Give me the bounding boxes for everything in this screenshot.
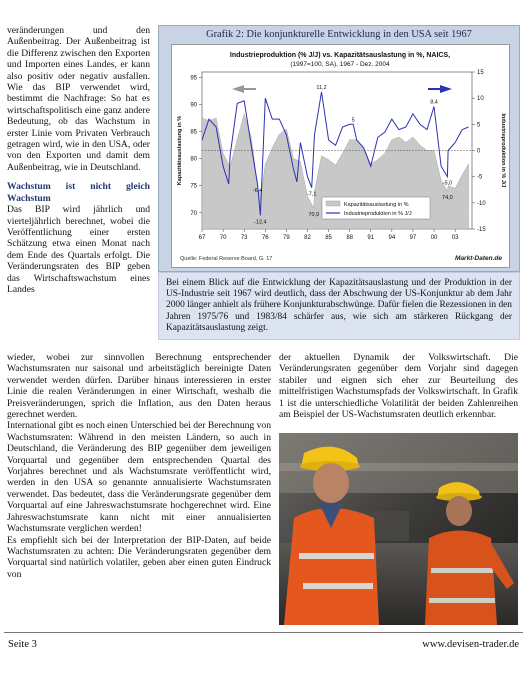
y-right-tick-label: 5 [477,122,481,129]
paragraph-wachstumsraten: International gibt es noch einen Unterschied bei der Berechnung von Wachstumsraten: Während in den meisten Ländern, so auch in Deutschland, die Veränderung des BIP gegenüber dem jeweiligen Vorquartal und gegenüber dem entsprechenden Quartal des Vorjahres berechnet und als Wachstumsrate veröffentlicht wird, werden in den USA so genannte annualisierte Wachstumsraten verwendet. Das bedeutet, dass die Veränderungsrate gegenüber dem Vorquartal auf eine Jahreswachstumsrate hochgerechnet wird. Eine Jahreswachstumsrate kann nicht mit einer annualisierten Wachstumsrate verglichen werden! [7,420,272,535]
paragraph-bip-berechnung: Das BIP wird jährlich und vierteljährlich berechnet, wobei die Veröffentlichung einer ersten Schätzung etwa einen Monat nach dem Ende des Quartals erfolgt. Die Veränderungsraten des BIP geben das Wirtschaftswachstum eines Landes [7,204,150,295]
chart-brand: Markt-Daten.de [455,255,502,262]
x-tick-label: 70 [219,235,227,241]
chart-annotation: 70,9 [308,211,320,218]
chart-description: Bei einem Blick auf die Entwicklung der Kapazitätsauslastung und der Produktion in der US-Industrie seit 1967 wird deutlich, dass der Abschwung der US-Konjunktur ab dem Jahr 2000 länger anhielt als frühere Konjunkturabschwünge. Dafür fielen die Rezessionen in den Jahren 1975/76 und 1983/84 schärfer aus, wie sich am stärkeren Rückgang der Kapazitätsauslastung zeigt. [166,278,512,333]
legend-label-production: Industrieproduktion in % J/J [344,211,412,217]
y-left-tick-label: 75 [190,183,197,190]
x-tick-label: 88 [346,235,353,241]
column-left [7,25,150,295]
chart-title-line1: Industrieproduktion (% J/J) vs. Kapazitätsauslastung in %, NAICS, [229,52,451,59]
chart-annotation: -12,4 [254,219,267,226]
chart-caption: Grafik 2: Die konjunkturelle Entwicklung in den USA seit 1967 [206,29,472,40]
x-tick-label: 85 [325,235,332,241]
y-right-tick-label: 15 [477,70,484,76]
y-right-axis-title: Industrieproduktion in % J/J [500,113,506,188]
page-number: Seite 3 [8,639,37,650]
section-heading: Wachstum ist nicht gleich Wachstum [7,181,150,204]
x-tick-label: 91 [367,235,375,241]
x-tick-label: 94 [388,235,396,241]
column-right [279,352,518,420]
chart-annotation: 74,0 [442,195,453,202]
x-tick-label: 82 [304,235,311,241]
footer-website: www.devisen-trader.de [422,639,519,650]
y-right-tick-label: 0 [477,148,481,155]
paragraph-aussenbeitrag: veränderungen und den Außenbeitrag. Der Außenbeitrag ist die Differenz zwischen den Exporten und Importen eines Landes, er kann also positiv oder negativ ausfallen. Wie das BIP verwendet wird, bestimmt die Nachfrage: So hat es wirtschaftspolitisch eine ganz andere Bedeutung, ob das Wachstum in erster Linie vom Privaten Verbrauch getragen wird, wie in den USA, oder von den Exporten und damit dem Außenbeitrag, wie in Deutschland. [7,25,150,173]
x-tick-label: 03 [451,235,459,241]
y-right-tick-label: -5 [477,174,483,181]
x-tick-label: 76 [261,235,269,241]
chart-annotation: -6,4 [252,187,263,194]
chart-source: Quelle: Federal Reserve Board, G. 17 [180,256,273,262]
text-wide [7,352,271,580]
chart-title-line2: (1997=100, SA), 1967 - Dez. 2004 [290,61,390,68]
y-right-tick-label: -10 [477,200,486,207]
workers-photo [279,433,518,625]
x-tick-label: 00 [430,235,438,241]
x-tick-label: 67 [198,235,206,241]
chart-panel [171,44,510,268]
y-right-tick-label: 10 [477,96,484,103]
paragraph-dynamik: der aktuellen Dynamik der Volkswirtschaft. Die Veränderungsraten gegenüber dem Vorjahr sind dagegen stabiler und eignen sich eher zur Beurteilung des mittelfristigen Wachstumspfads der Volkswirtschaft. In Grafik 1 ist die unterschiedliche Volatilität der beiden Zahlenreihen am Beispiel der US-Wachstumsraten deutlich erkennbar. [279,352,518,421]
x-tick-label: 73 [240,235,248,241]
x-tick-label: 79 [283,235,290,241]
y-left-tick-label: 70 [190,210,197,217]
chart-annotation: 8,4 [430,99,438,106]
y-left-tick-label: 90 [190,102,197,109]
legend-label-capacity: Kapazitätsauslastung in % [344,202,409,208]
workers-photo-image [279,433,518,625]
paragraph-interpretation: Es empfiehlt sich bei der Interpretation der BIP-Daten, auf beide Wachstumsraten zu achten: Die Veränderungsraten gegenüber dem Vorquartal sind natürlich volatiler, geben aber einen guten Eindruck von [7,534,271,580]
legend-swatch-capacity [326,201,340,206]
x-tick-label: 97 [409,235,417,241]
footer-divider [4,632,523,633]
chart-annotation: 5 [351,117,355,124]
y-left-tick-label: 80 [190,156,197,163]
chart-svg [172,45,509,267]
chart-annotation: -7,1 [306,191,317,198]
y-left-axis-title: Kapazitätsauslastung in % [177,115,183,186]
paragraph-realwerte: wieder, wobei zur sinnvollen Berechnung entsprechender Wachstumsraten nur saisonal und arbeitstäglich bereinigte Daten verwendet werden dürfen. Darüber hinaus interessieren in erster Linie die realen Veränderungen in einer Wirtschaft, weshalb die Preisveränderungen, sprich die Inflation, aus den Daten heraus gerechnet werden. [7,352,271,421]
y-left-tick-label: 95 [190,75,197,82]
y-right-tick-label: -15 [477,227,486,233]
chart-annotation: 11,2 [316,84,327,91]
y-left-tick-label: 85 [190,129,197,136]
chart-figure [158,25,520,272]
chart-description-box [158,272,520,340]
chart-annotation: -5,0 [442,180,453,187]
